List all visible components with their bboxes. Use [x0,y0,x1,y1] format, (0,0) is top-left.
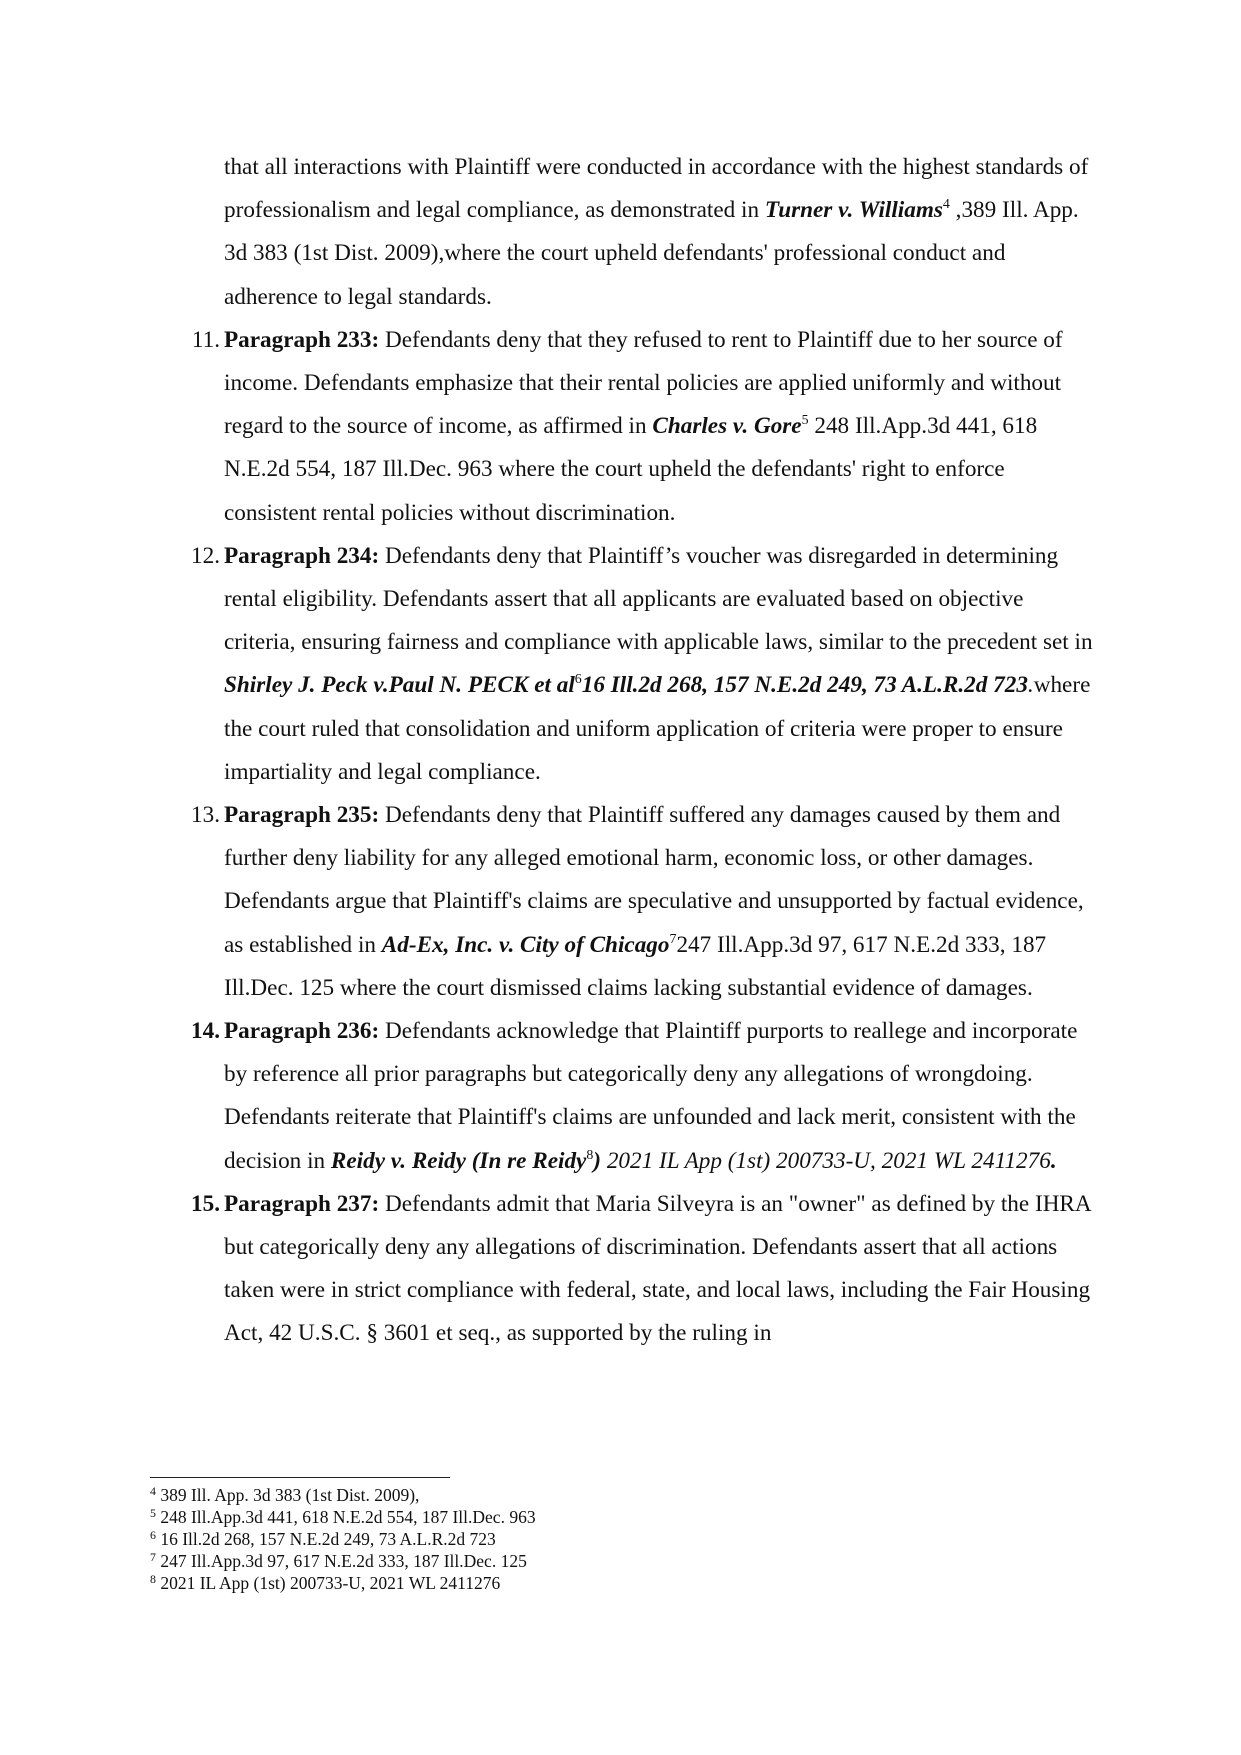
paragraph-number: 11. [191,326,220,353]
footnotes [150,1484,1050,1594]
paragraph-15 [150,1183,1095,1356]
footnote-4 [150,1484,1050,1506]
footnote-reference: 5 [801,413,809,429]
text-run: where the court ruled that consolidation and uniform application of criteria were proper to ensure impartiality and legal compliance. [224,672,1091,785]
document-body [150,146,1095,1356]
text-run: that all interactions with Plaintiff were conducted in accordance with the highest standards of professionalism and legal compliance, as demonstrated in [224,154,1089,224]
footnote-marker: 4 [150,1484,156,1499]
paragraph-label: Paragraph 236: [224,1018,380,1045]
footnote-separator [150,1477,450,1478]
paragraph-label: Paragraph 234: [224,542,380,569]
case-citation: Shirley J. Peck v.Paul N. PECK et al [224,672,575,699]
paragraph-label: Paragraph 235: [224,802,380,829]
paragraph-label: Paragraph 237: [224,1190,380,1217]
case-citation: Turner v. Williams [764,197,943,224]
case-citation: ) [593,1147,602,1174]
footnote-marker: 8 [150,1572,156,1587]
text-run: Defendants acknowledge that Plaintiff purports to reallege and incorporate by reference all prior paragraphs but categorically deny any allegations of wrongdoing. Defendants reiterate that Plaintiff's claims are unfounded and lack merit, consistent with the decision in [224,1018,1078,1174]
paragraph-text [224,1018,1077,1174]
citation-text: 2021 IL App (1st) 200733-U, 2021 WL 2411276 [601,1147,1051,1174]
case-citation: 16 Ill.2d 268, 157 N.E.2d 249, 73 A.L.R.2d 723 [581,672,1028,699]
footnote-text: 247 Ill.App.3d 97, 617 N.E.2d 333, 187 Ill.Dec. 125 [155,1551,527,1571]
citation-text: . [1027,672,1034,699]
text-run: ,389 Ill. App. 3d 383 (1st Dist. 2009),where the court upheld defendants' professional conduct and adherence to legal standards. [224,197,1079,310]
footnote-reference: 8 [586,1147,594,1163]
paragraph-12 [150,535,1095,794]
text-run: Defendants deny that they refused to rent to Plaintiff due to her source of income. Defendants emphasize that their rental policies are applied uniformly and without regard to the source of income, as affirmed in [224,326,1063,440]
footnote-7 [150,1550,1050,1572]
footnote-text: 16 Ill.2d 268, 157 N.E.2d 249, 73 A.L.R.2d 723 [155,1529,496,1549]
paragraph-11 [150,319,1095,535]
paragraph-number: 12. [191,542,220,569]
text-run: 248 Ill.App.3d 441, 618 N.E.2d 554, 187 Ill.Dec. 963 where the court upheld the defendants' right to enforce consistent rental policies without discrimination. [224,413,1038,526]
footnote-reference: 4 [942,197,950,213]
footnote-5 [150,1506,1050,1528]
footnote-text: 389 Ill. App. 3d 383 (1st Dist. 2009), [155,1485,420,1505]
case-citation: . [1050,1147,1057,1174]
footnote-marker: 5 [150,1506,156,1521]
text-run: Defendants admit that Maria Silveyra is an "owner" as defined by the IHRA but categorically deny any allegations of discrimination. Defendants assert that all actions taken were in strict compliance with federal, state, and local laws, including the Fair Housing Act, 42 U.S.C. § 3601 et seq., as supported by the ruling in [224,1190,1091,1347]
paragraph-continuation [150,146,1095,319]
case-citation: Ad-Ex, Inc. v. City of Chicago [381,931,670,958]
footnote-reference: 6 [574,672,582,688]
text-run: Defendants deny that Plaintiff’s voucher was disregarded in determining rental eligibility. Defendants assert that all applicants are evaluated based on objective criteria, ensuring fairness and compliance with applicable laws, similar to the precedent set in [224,542,1093,656]
paragraph-text [224,802,1084,1001]
footnote-6 [150,1528,1050,1550]
paragraph-text [224,327,1063,526]
case-citation: Charles v. Gore [652,413,802,440]
footnote-8 [150,1572,1050,1594]
text-run: Defendants deny that Plaintiff suffered any damages caused by them and further deny liability for any alleged emotional harm, economic loss, or other damages. Defendants argue that Plaintiff's claims are speculative and unsupported by factual evidence, as established in [224,802,1084,958]
paragraph-number: 14. [191,1018,220,1045]
paragraph-number: 13. [191,802,220,829]
paragraph-number: 15. [191,1190,220,1217]
paragraph-text [224,543,1093,785]
paragraph-text [224,1191,1090,1347]
footnote-marker: 6 [150,1528,156,1543]
footnote-reference: 7 [669,931,677,947]
paragraph-label: Paragraph 233: [224,326,380,353]
paragraph-14 [150,1010,1095,1183]
case-citation: Reidy v. Reidy (In re Reidy [330,1147,587,1174]
footnote-text: 248 Ill.App.3d 441, 618 N.E.2d 554, 187 Ill.Dec. 963 [155,1507,536,1527]
footnote-marker: 7 [150,1550,156,1565]
text-run: 247 Ill.App.3d 97, 617 N.E.2d 333, 187 Ill.Dec. 125 where the court dismissed claims lacking substantial evidence of damages. [224,931,1047,1001]
paragraph-13 [150,794,1095,1010]
footnote-text: 2021 IL App (1st) 200733-U, 2021 WL 2411276 [155,1573,501,1593]
